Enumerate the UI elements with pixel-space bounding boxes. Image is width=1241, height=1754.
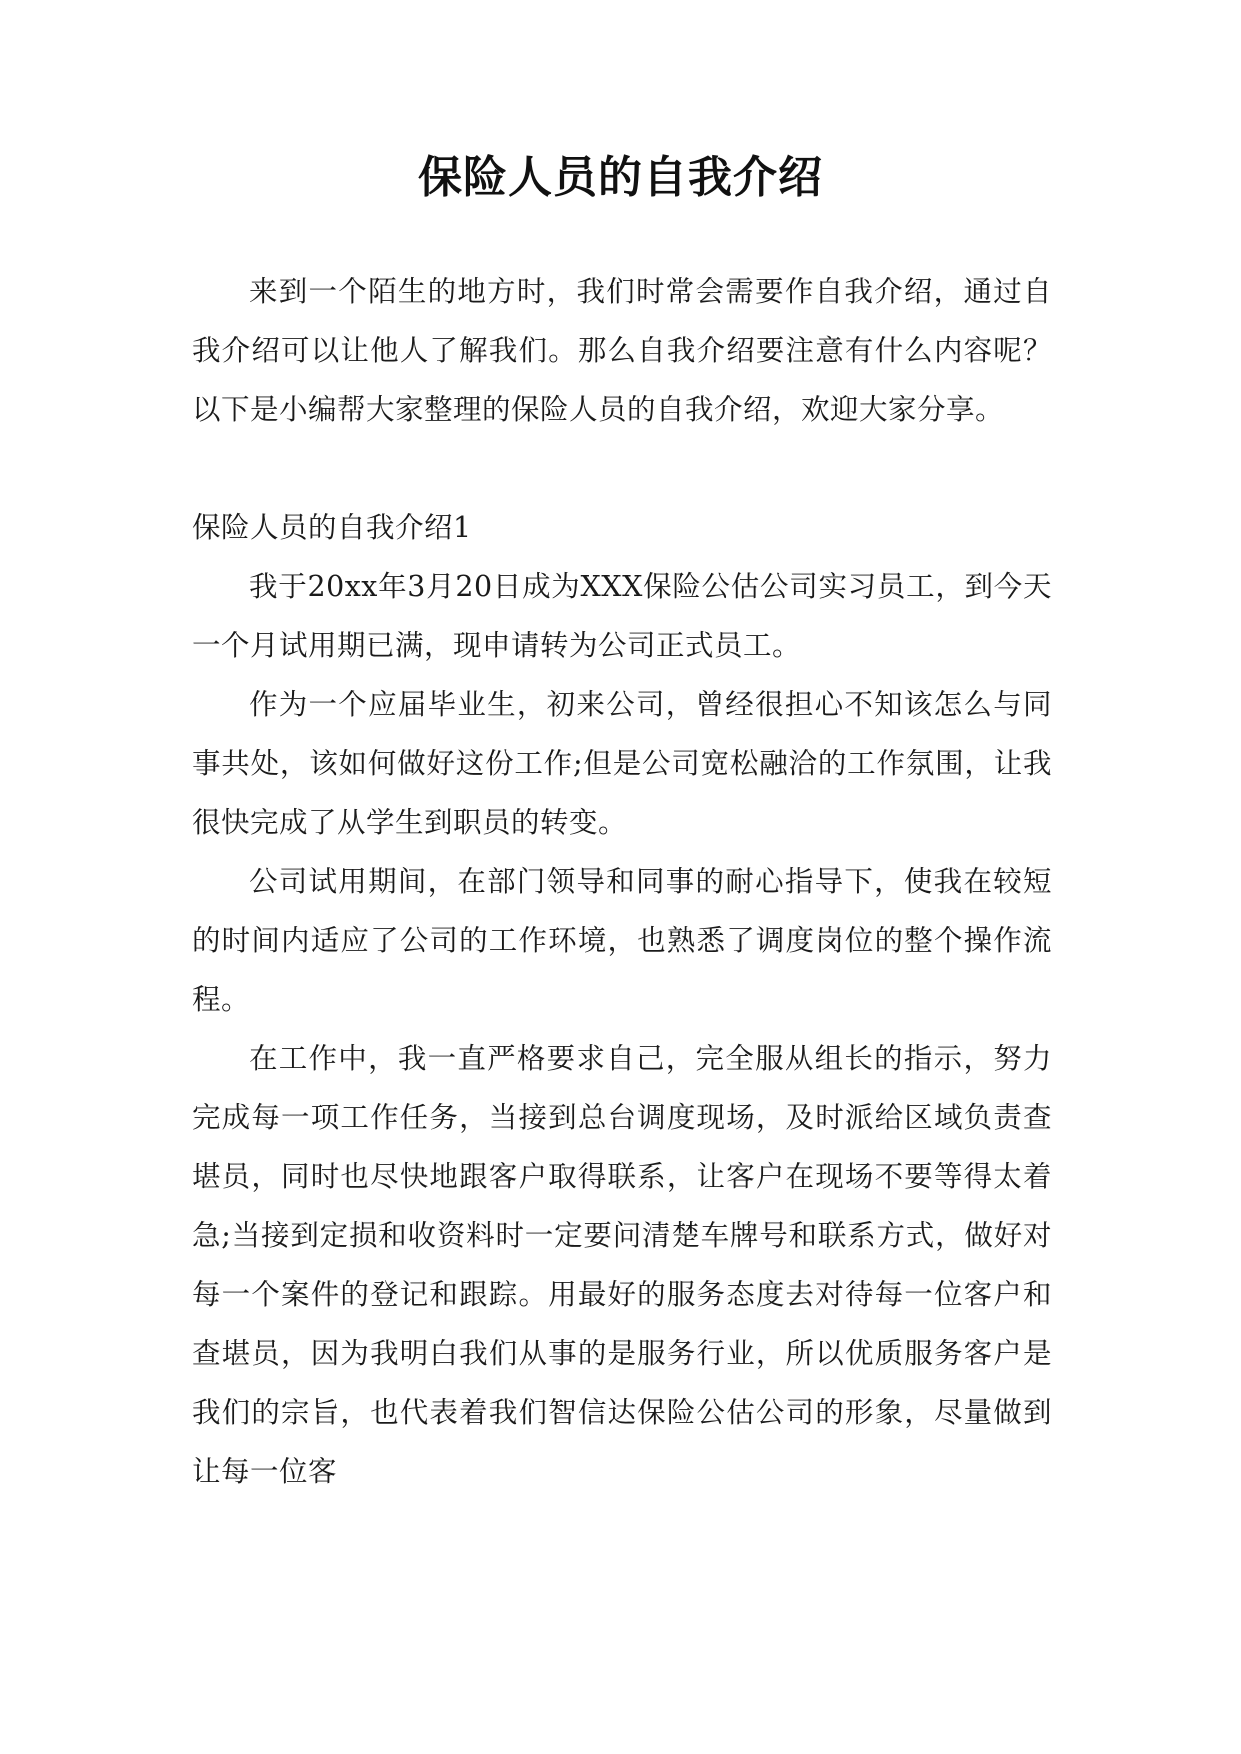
- body-paragraph: 在工作中，我一直严格要求自己，完全服从组长的指示，努力完成每一项工作任务，当接到总台调度现场，及时派给区域负责查堪员，同时也尽快地跟客户取得联系，让客户在现场不要等得太着急;当接到定损和收资料时一定要问清楚车牌号和联系方式，做好对每一个案件的登记和跟踪。用最好的服务态度去对待每一位客户和查堪员，因为我明白我们从事的是服务行业，所以优质服务客户是我们的宗旨，也代表着我们智信达保险公估公司的形象，尽量做到让每一位客: [192, 1042, 1052, 1488]
- section-heading: 保险人员的自我介绍1: [192, 511, 472, 544]
- body-paragraph: 公司试用期间，在部门领导和同事的耐心指导下，使我在较短的时间内适应了公司的工作环境，也熟悉了调度岗位的整个操作流程。: [192, 865, 1052, 1016]
- body-paragraph: 作为一个应届毕业生，初来公司，曾经很担心不知该怎么与同事共处，该如何做好这份工作;但是公司宽松融洽的工作氛围，让我很快完成了从学生到职员的转变。: [192, 688, 1052, 839]
- body-paragraph: 我于20xx年3月20日成为XXX保险公估公司实习员工，到今天一个月试用期已满，现申请转为公司正式员工。: [192, 570, 1052, 662]
- document-body: [192, 262, 1052, 1501]
- page-title: 保险人员的自我介绍: [418, 152, 823, 203]
- intro-paragraph: 来到一个陌生的地方时，我们时常会需要作自我介绍，通过自我介绍可以让他人了解我们。那么自我介绍要注意有什么内容呢？以下是小编帮大家整理的保险人员的自我介绍，欢迎大家分享。: [192, 275, 1052, 426]
